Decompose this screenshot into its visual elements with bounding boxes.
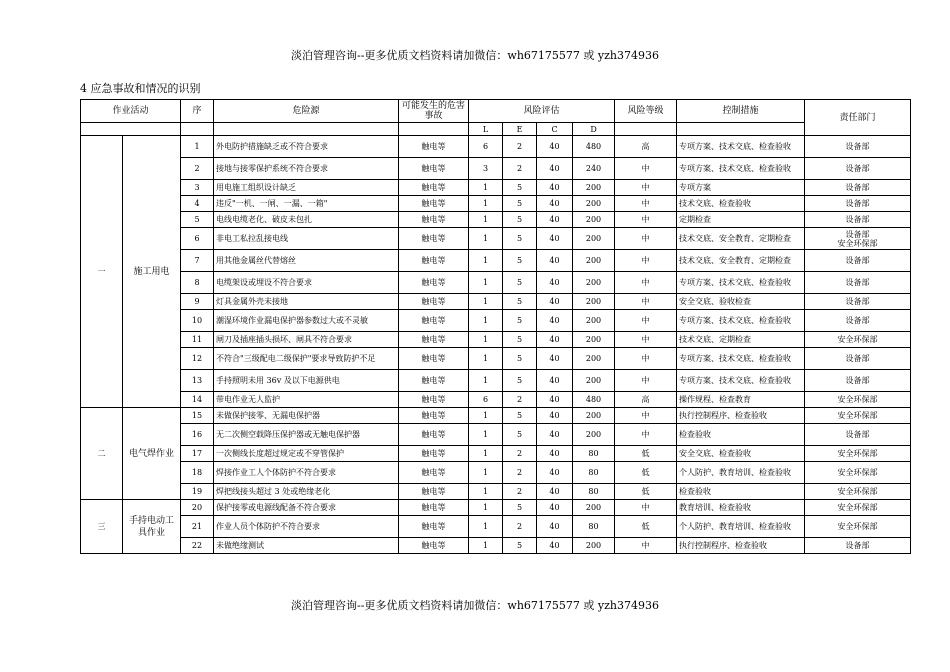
cell-control: 专项方案 [677, 180, 805, 196]
cell-seq: 8 [181, 272, 214, 294]
cell-seq: 9 [181, 294, 214, 310]
cell-level: 中 [615, 310, 677, 332]
cell-L: 1 [469, 180, 503, 196]
cell-C: 40 [537, 370, 573, 392]
cell-D: 200 [573, 348, 615, 370]
table-row [81, 272, 911, 294]
cell-D: 200 [573, 408, 615, 424]
table-row [81, 136, 911, 158]
table-row [81, 484, 911, 500]
cell-D: 200 [573, 294, 615, 310]
cell-D: 240 [573, 158, 615, 180]
table-row [81, 392, 911, 408]
empty-cell [214, 123, 399, 136]
cell-seq: 3 [181, 180, 214, 196]
cell-control: 个人防护、教育培训、检查验收 [677, 462, 805, 484]
group-name: 电气焊作业 [123, 408, 181, 500]
cell-C: 40 [537, 228, 573, 250]
cell-L: 1 [469, 446, 503, 462]
cell-C: 40 [537, 294, 573, 310]
cell-dept: 安全环保部 [805, 446, 911, 462]
cell-seq: 15 [181, 408, 214, 424]
cell-D: 80 [573, 484, 615, 500]
page-footer: 淡泊管理咨询--更多优质文档资料请加微信：wh67175577 或 yzh374936 [291, 599, 659, 612]
cell-level: 中 [615, 180, 677, 196]
cell-C: 40 [537, 348, 573, 370]
cell-C: 40 [537, 196, 573, 212]
cell-control: 教育培训、检查验收 [677, 500, 805, 516]
cell-D: 200 [573, 272, 615, 294]
cell-E: 5 [503, 228, 537, 250]
cell-E: 2 [503, 446, 537, 462]
empty-cell [399, 123, 469, 136]
table-row [81, 212, 911, 228]
group-number: 二 [81, 408, 123, 500]
cell-L: 1 [469, 196, 503, 212]
group-number: 三 [81, 500, 123, 554]
cell-C: 40 [537, 158, 573, 180]
table-row [81, 180, 911, 196]
cell-hazard: 潮湿环境作业漏电保护器参数过大或不灵敏 [214, 310, 399, 332]
cell-accident: 触电等 [399, 408, 469, 424]
cell-hazard: 未做绝缘测试 [214, 538, 399, 554]
cell-D: 200 [573, 250, 615, 272]
cell-seq: 1 [181, 136, 214, 158]
cell-dept: 设备部 [805, 348, 911, 370]
risk-table [80, 99, 911, 554]
cell-level: 中 [615, 370, 677, 392]
cell-accident: 触电等 [399, 250, 469, 272]
cell-dept: 设备部 安全环保部 [805, 228, 911, 250]
cell-C: 40 [537, 484, 573, 500]
cell-E: 2 [503, 484, 537, 500]
cell-accident: 触电等 [399, 516, 469, 538]
cell-E: 2 [503, 462, 537, 484]
table-row [81, 408, 911, 424]
cell-control: 技术交底、定期检查 [677, 332, 805, 348]
cell-E: 5 [503, 180, 537, 196]
cell-dept: 设备部 [805, 424, 911, 446]
cell-E: 2 [503, 158, 537, 180]
table-row [81, 500, 911, 516]
cell-control: 专项方案、技术交底、检查验收 [677, 310, 805, 332]
cell-dept: 安全环保部 [805, 408, 911, 424]
cell-level: 中 [615, 500, 677, 516]
cell-C: 40 [537, 272, 573, 294]
cell-level: 低 [615, 516, 677, 538]
cell-control: 安全交底、检查验收 [677, 446, 805, 462]
cell-accident: 触电等 [399, 370, 469, 392]
table-row [81, 250, 911, 272]
page-header: 淡泊管理咨询--更多优质文档资料请加微信：wh67175577 或 yzh374936 [291, 49, 659, 62]
cell-control: 操作规程、检查教育 [677, 392, 805, 408]
cell-L: 1 [469, 310, 503, 332]
empty-cell [677, 123, 805, 136]
cell-seq: 16 [181, 424, 214, 446]
cell-E: 5 [503, 370, 537, 392]
cell-dept: 设备部 [805, 136, 911, 158]
cell-seq: 2 [181, 158, 214, 180]
cell-dept: 安全环保部 [805, 462, 911, 484]
cell-hazard: 带电作业无人监护 [214, 392, 399, 408]
col-activity: 作业活动 [81, 100, 181, 123]
cell-accident: 触电等 [399, 462, 469, 484]
cell-L: 1 [469, 250, 503, 272]
cell-dept: 设备部 [805, 538, 911, 554]
table-row [81, 516, 911, 538]
cell-accident: 触电等 [399, 228, 469, 250]
cell-seq: 10 [181, 310, 214, 332]
cell-hazard: 用电施工组织设计缺乏 [214, 180, 399, 196]
cell-D: 200 [573, 500, 615, 516]
table-body [81, 136, 911, 554]
cell-accident: 触电等 [399, 332, 469, 348]
table-row [81, 462, 911, 484]
cell-control: 专项方案、技术交底、检查验收 [677, 370, 805, 392]
table-row [81, 538, 911, 554]
cell-L: 1 [469, 484, 503, 500]
cell-level: 中 [615, 294, 677, 310]
cell-control: 定期检查 [677, 212, 805, 228]
cell-L: 1 [469, 212, 503, 228]
cell-L: 1 [469, 370, 503, 392]
cell-control: 专项方案、技术交底、检查验收 [677, 158, 805, 180]
table-row [81, 348, 911, 370]
cell-D: 80 [573, 446, 615, 462]
cell-E: 5 [503, 310, 537, 332]
cell-hazard: 接地与接零保护系统不符合要求 [214, 158, 399, 180]
cell-D: 80 [573, 516, 615, 538]
cell-seq: 11 [181, 332, 214, 348]
cell-hazard: 灯具金属外壳未接地 [214, 294, 399, 310]
cell-seq: 14 [181, 392, 214, 408]
cell-E: 2 [503, 516, 537, 538]
cell-hazard: 非电工私拉乱接电线 [214, 228, 399, 250]
cell-hazard: 不符合"三级配电二级保护"要求导致防护不足 [214, 348, 399, 370]
cell-C: 40 [537, 310, 573, 332]
cell-L: 1 [469, 462, 503, 484]
col-accident: 可能发生的危害事故 [399, 100, 469, 123]
cell-dept: 安全环保部 [805, 500, 911, 516]
group-number: 一 [81, 136, 123, 408]
cell-D: 200 [573, 310, 615, 332]
cell-C: 40 [537, 516, 573, 538]
cell-level: 中 [615, 158, 677, 180]
cell-D: 200 [573, 228, 615, 250]
cell-control: 检查验收 [677, 424, 805, 446]
cell-control: 安全交底、验收检查 [677, 294, 805, 310]
cell-level: 中 [615, 272, 677, 294]
cell-dept: 设备部 [805, 180, 911, 196]
cell-level: 低 [615, 484, 677, 500]
col-E: E [503, 123, 537, 136]
cell-E: 5 [503, 212, 537, 228]
cell-E: 2 [503, 136, 537, 158]
cell-C: 40 [537, 250, 573, 272]
cell-L: 1 [469, 424, 503, 446]
cell-control: 专项方案、技术交底、检查验收 [677, 272, 805, 294]
cell-E: 5 [503, 272, 537, 294]
table-row [81, 196, 911, 212]
cell-accident: 触电等 [399, 196, 469, 212]
cell-dept: 安全环保部 [805, 392, 911, 408]
cell-C: 40 [537, 392, 573, 408]
cell-accident: 触电等 [399, 348, 469, 370]
cell-level: 中 [615, 538, 677, 554]
cell-hazard: 外电防护措施缺乏或不符合要求 [214, 136, 399, 158]
col-dept: 责任部门 [805, 100, 911, 136]
section-title: 4 应急事故和情况的识别 [80, 82, 201, 95]
empty-cell [615, 123, 677, 136]
table-row [81, 370, 911, 392]
cell-hazard: 无二次侧空载降压保护器或无触电保护器 [214, 424, 399, 446]
cell-seq: 20 [181, 500, 214, 516]
cell-control: 检查验收 [677, 484, 805, 500]
cell-accident: 触电等 [399, 484, 469, 500]
cell-D: 200 [573, 424, 615, 446]
cell-hazard: 手持照明未用 36v 及以下电源供电 [214, 370, 399, 392]
cell-C: 40 [537, 500, 573, 516]
cell-D: 200 [573, 180, 615, 196]
cell-dept: 安全环保部 [805, 516, 911, 538]
cell-E: 5 [503, 500, 537, 516]
cell-L: 1 [469, 538, 503, 554]
cell-accident: 触电等 [399, 446, 469, 462]
cell-L: 1 [469, 332, 503, 348]
cell-L: 3 [469, 158, 503, 180]
cell-seq: 5 [181, 212, 214, 228]
cell-C: 40 [537, 180, 573, 196]
cell-accident: 触电等 [399, 212, 469, 228]
cell-control: 执行控制程序、检查验收 [677, 408, 805, 424]
table-row [81, 446, 911, 462]
cell-L: 1 [469, 272, 503, 294]
cell-control: 技术交底、安全教育、定期检查 [677, 228, 805, 250]
cell-C: 40 [537, 424, 573, 446]
cell-D: 480 [573, 136, 615, 158]
cell-dept: 安全环保部 [805, 332, 911, 348]
table-row [81, 158, 911, 180]
cell-hazard: 电线电缆老化、破皮未包扎 [214, 212, 399, 228]
cell-L: 1 [469, 408, 503, 424]
cell-hazard: 用其他金属丝代替熔丝 [214, 250, 399, 272]
cell-control: 技术交底、检查验收 [677, 196, 805, 212]
table-row [81, 310, 911, 332]
cell-level: 中 [615, 250, 677, 272]
cell-C: 40 [537, 408, 573, 424]
cell-seq: 6 [181, 228, 214, 250]
cell-seq: 13 [181, 370, 214, 392]
cell-accident: 触电等 [399, 310, 469, 332]
col-C: C [537, 123, 573, 136]
group-name: 施工用电 [123, 136, 181, 408]
cell-accident: 触电等 [399, 392, 469, 408]
cell-seq: 7 [181, 250, 214, 272]
cell-accident: 触电等 [399, 136, 469, 158]
cell-control: 技术交底、安全教育、定期检查 [677, 250, 805, 272]
cell-hazard: 电缆架设或埋设不符合要求 [214, 272, 399, 294]
cell-E: 5 [503, 294, 537, 310]
cell-level: 中 [615, 228, 677, 250]
cell-E: 5 [503, 538, 537, 554]
cell-E: 5 [503, 332, 537, 348]
cell-dept: 设备部 [805, 158, 911, 180]
cell-L: 6 [469, 136, 503, 158]
cell-D: 200 [573, 212, 615, 228]
subheader-row [81, 123, 911, 136]
col-hazard: 危险源 [214, 100, 399, 123]
col-D: D [573, 123, 615, 136]
cell-E: 5 [503, 250, 537, 272]
cell-level: 中 [615, 348, 677, 370]
group-name: 手持电动工具作业 [123, 500, 181, 554]
cell-level: 中 [615, 408, 677, 424]
table-row [81, 294, 911, 310]
cell-level: 高 [615, 392, 677, 408]
cell-dept: 安全环保部 [805, 484, 911, 500]
cell-hazard: 保护接零或电源线配备不符合要求 [214, 500, 399, 516]
cell-C: 40 [537, 538, 573, 554]
cell-C: 40 [537, 212, 573, 228]
table-row [81, 332, 911, 348]
cell-control: 个人防护、教育培训、检查验收 [677, 516, 805, 538]
cell-hazard: 违反"一机、一闸、一漏、一箱" [214, 196, 399, 212]
cell-accident: 触电等 [399, 500, 469, 516]
cell-seq: 17 [181, 446, 214, 462]
cell-E: 5 [503, 424, 537, 446]
cell-control: 执行控制程序、检查验收 [677, 538, 805, 554]
cell-level: 低 [615, 462, 677, 484]
cell-seq: 4 [181, 196, 214, 212]
cell-dept: 设备部 [805, 310, 911, 332]
cell-level: 中 [615, 424, 677, 446]
cell-D: 200 [573, 332, 615, 348]
cell-L: 1 [469, 500, 503, 516]
cell-hazard: 作业人员个体防护不符合要求 [214, 516, 399, 538]
cell-L: 1 [469, 348, 503, 370]
cell-accident: 触电等 [399, 538, 469, 554]
header-row [81, 100, 911, 123]
cell-accident: 触电等 [399, 272, 469, 294]
col-risk-level: 风险等级 [615, 100, 677, 123]
cell-accident: 触电等 [399, 294, 469, 310]
cell-dept: 设备部 [805, 250, 911, 272]
cell-D: 200 [573, 196, 615, 212]
cell-dept: 设备部 [805, 370, 911, 392]
cell-D: 480 [573, 392, 615, 408]
cell-L: 6 [469, 392, 503, 408]
cell-E: 2 [503, 392, 537, 408]
cell-control: 专项方案、技术交底、检查验收 [677, 348, 805, 370]
cell-C: 40 [537, 332, 573, 348]
cell-accident: 触电等 [399, 180, 469, 196]
cell-seq: 19 [181, 484, 214, 500]
cell-hazard: 未做保护接零、无漏电保护器 [214, 408, 399, 424]
cell-L: 1 [469, 294, 503, 310]
cell-dept: 设备部 [805, 272, 911, 294]
cell-level: 高 [615, 136, 677, 158]
cell-level: 中 [615, 332, 677, 348]
cell-D: 200 [573, 370, 615, 392]
cell-hazard: 焊把线接头超过 3 处或绝缘老化 [214, 484, 399, 500]
cell-D: 80 [573, 462, 615, 484]
cell-E: 5 [503, 348, 537, 370]
cell-C: 40 [537, 446, 573, 462]
col-L: L [469, 123, 503, 136]
col-control: 控制措施 [677, 100, 805, 123]
cell-dept: 设备部 [805, 294, 911, 310]
cell-level: 低 [615, 446, 677, 462]
col-seq: 序 [181, 100, 214, 123]
empty-cell [81, 123, 181, 136]
cell-accident: 触电等 [399, 424, 469, 446]
table-row [81, 424, 911, 446]
cell-C: 40 [537, 136, 573, 158]
cell-hazard: 一次侧线长度超过规定或不穿管保护 [214, 446, 399, 462]
cell-dept: 设备部 [805, 196, 911, 212]
cell-level: 中 [615, 196, 677, 212]
empty-cell [181, 123, 214, 136]
cell-seq: 21 [181, 516, 214, 538]
cell-C: 40 [537, 462, 573, 484]
cell-level: 中 [615, 212, 677, 228]
cell-dept: 设备部 [805, 212, 911, 228]
cell-seq: 18 [181, 462, 214, 484]
cell-seq: 22 [181, 538, 214, 554]
table-row [81, 228, 911, 250]
cell-accident: 触电等 [399, 158, 469, 180]
cell-seq: 12 [181, 348, 214, 370]
cell-L: 1 [469, 228, 503, 250]
cell-hazard: 焊接作业工人个体防护不符合要求 [214, 462, 399, 484]
cell-E: 5 [503, 196, 537, 212]
cell-control: 专项方案、技术交底、检查验收 [677, 136, 805, 158]
cell-D: 200 [573, 538, 615, 554]
cell-L: 1 [469, 516, 503, 538]
cell-hazard: 闸刀及插座插头损坏、闸具不符合要求 [214, 332, 399, 348]
cell-E: 5 [503, 408, 537, 424]
col-risk-eval: 风险评估 [469, 100, 615, 123]
